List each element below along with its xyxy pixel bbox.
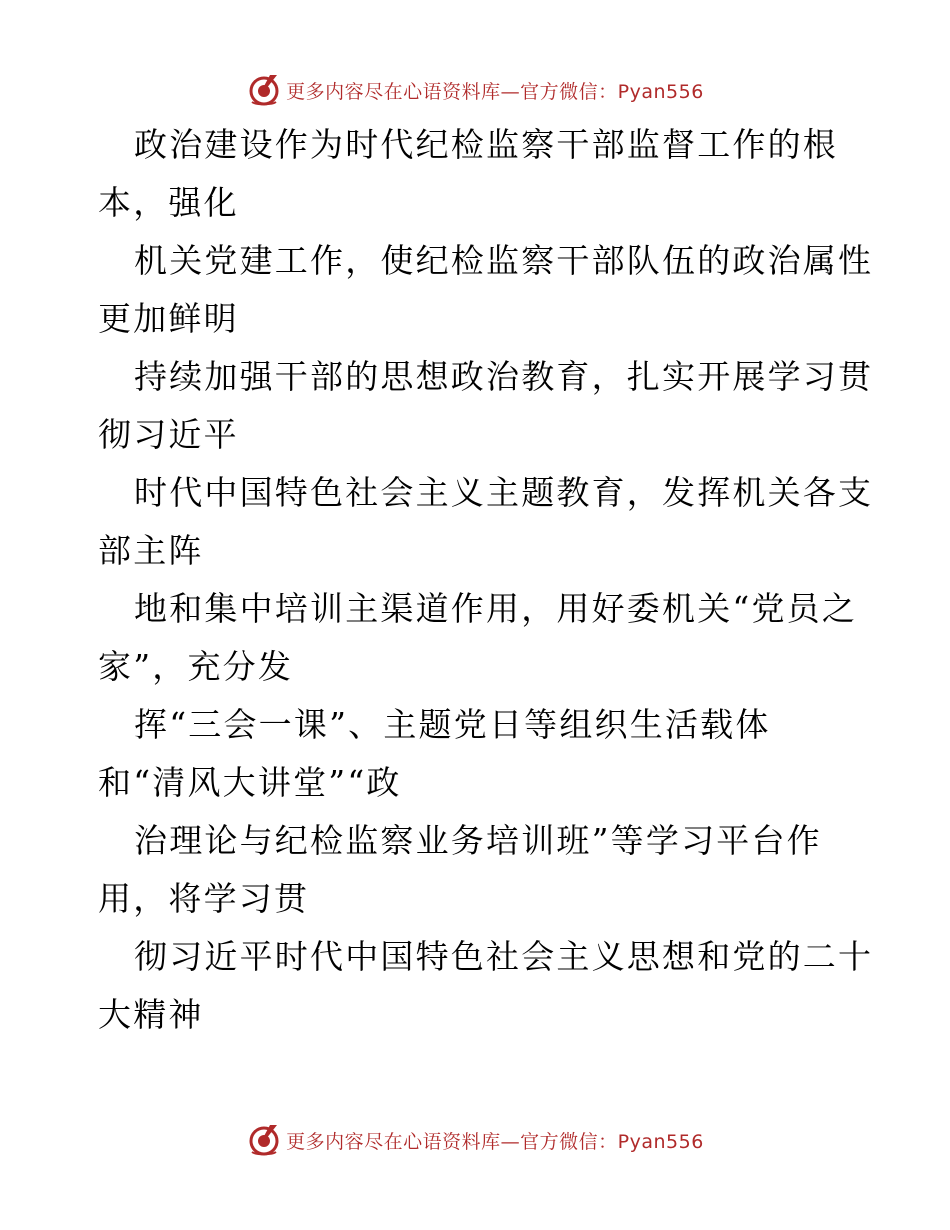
- body-line: 家”，充分发: [98, 647, 294, 686]
- body-line: 持续加强干部的思想政治教育，扎实开展学习贯: [134, 357, 874, 396]
- body-line: 彻习近平: [98, 415, 239, 454]
- body-line: 治理论与纪检监察业务培训班”等学习平台作: [134, 821, 822, 860]
- body-line: 地和集中培训主渠道作用，用好委机关“党员之: [134, 589, 858, 628]
- body-line: 彻习近平时代中国特色社会主义思想和党的二十: [134, 937, 874, 976]
- body-line: 挥“三会一课”、主题党日等组织生活载体: [134, 705, 771, 744]
- body-line: 时代中国特色社会主义主题教育，发挥机关各支: [134, 473, 874, 512]
- footer-banner-text: 更多内容尽在心语资料库—官方微信：Pyan556: [286, 1130, 704, 1153]
- logo-icon: [246, 72, 282, 108]
- header-wechat-account: Pyan556: [617, 80, 704, 103]
- footer-wechat-account: Pyan556: [617, 1130, 704, 1153]
- body-line: 部主阵: [98, 531, 204, 570]
- body-line: 大精神: [98, 995, 204, 1034]
- document-body: [98, 116, 878, 1044]
- footer-banner: [0, 1118, 950, 1162]
- header-banner-text: 更多内容尽在心语资料库—官方微信：Pyan556: [286, 80, 704, 103]
- body-line: 本，强化: [98, 183, 239, 222]
- body-line: 用，将学习贯: [98, 879, 310, 918]
- body-line: 机关党建工作，使纪检监察干部队伍的政治属性: [134, 241, 874, 280]
- header-banner: [0, 68, 950, 112]
- body-line: 更加鲜明: [98, 299, 239, 338]
- logo-icon: [246, 1122, 282, 1158]
- body-line: 和“清风大讲堂”“政: [98, 763, 402, 802]
- body-line: 政治建设作为时代纪检监察干部监督工作的根: [134, 125, 838, 164]
